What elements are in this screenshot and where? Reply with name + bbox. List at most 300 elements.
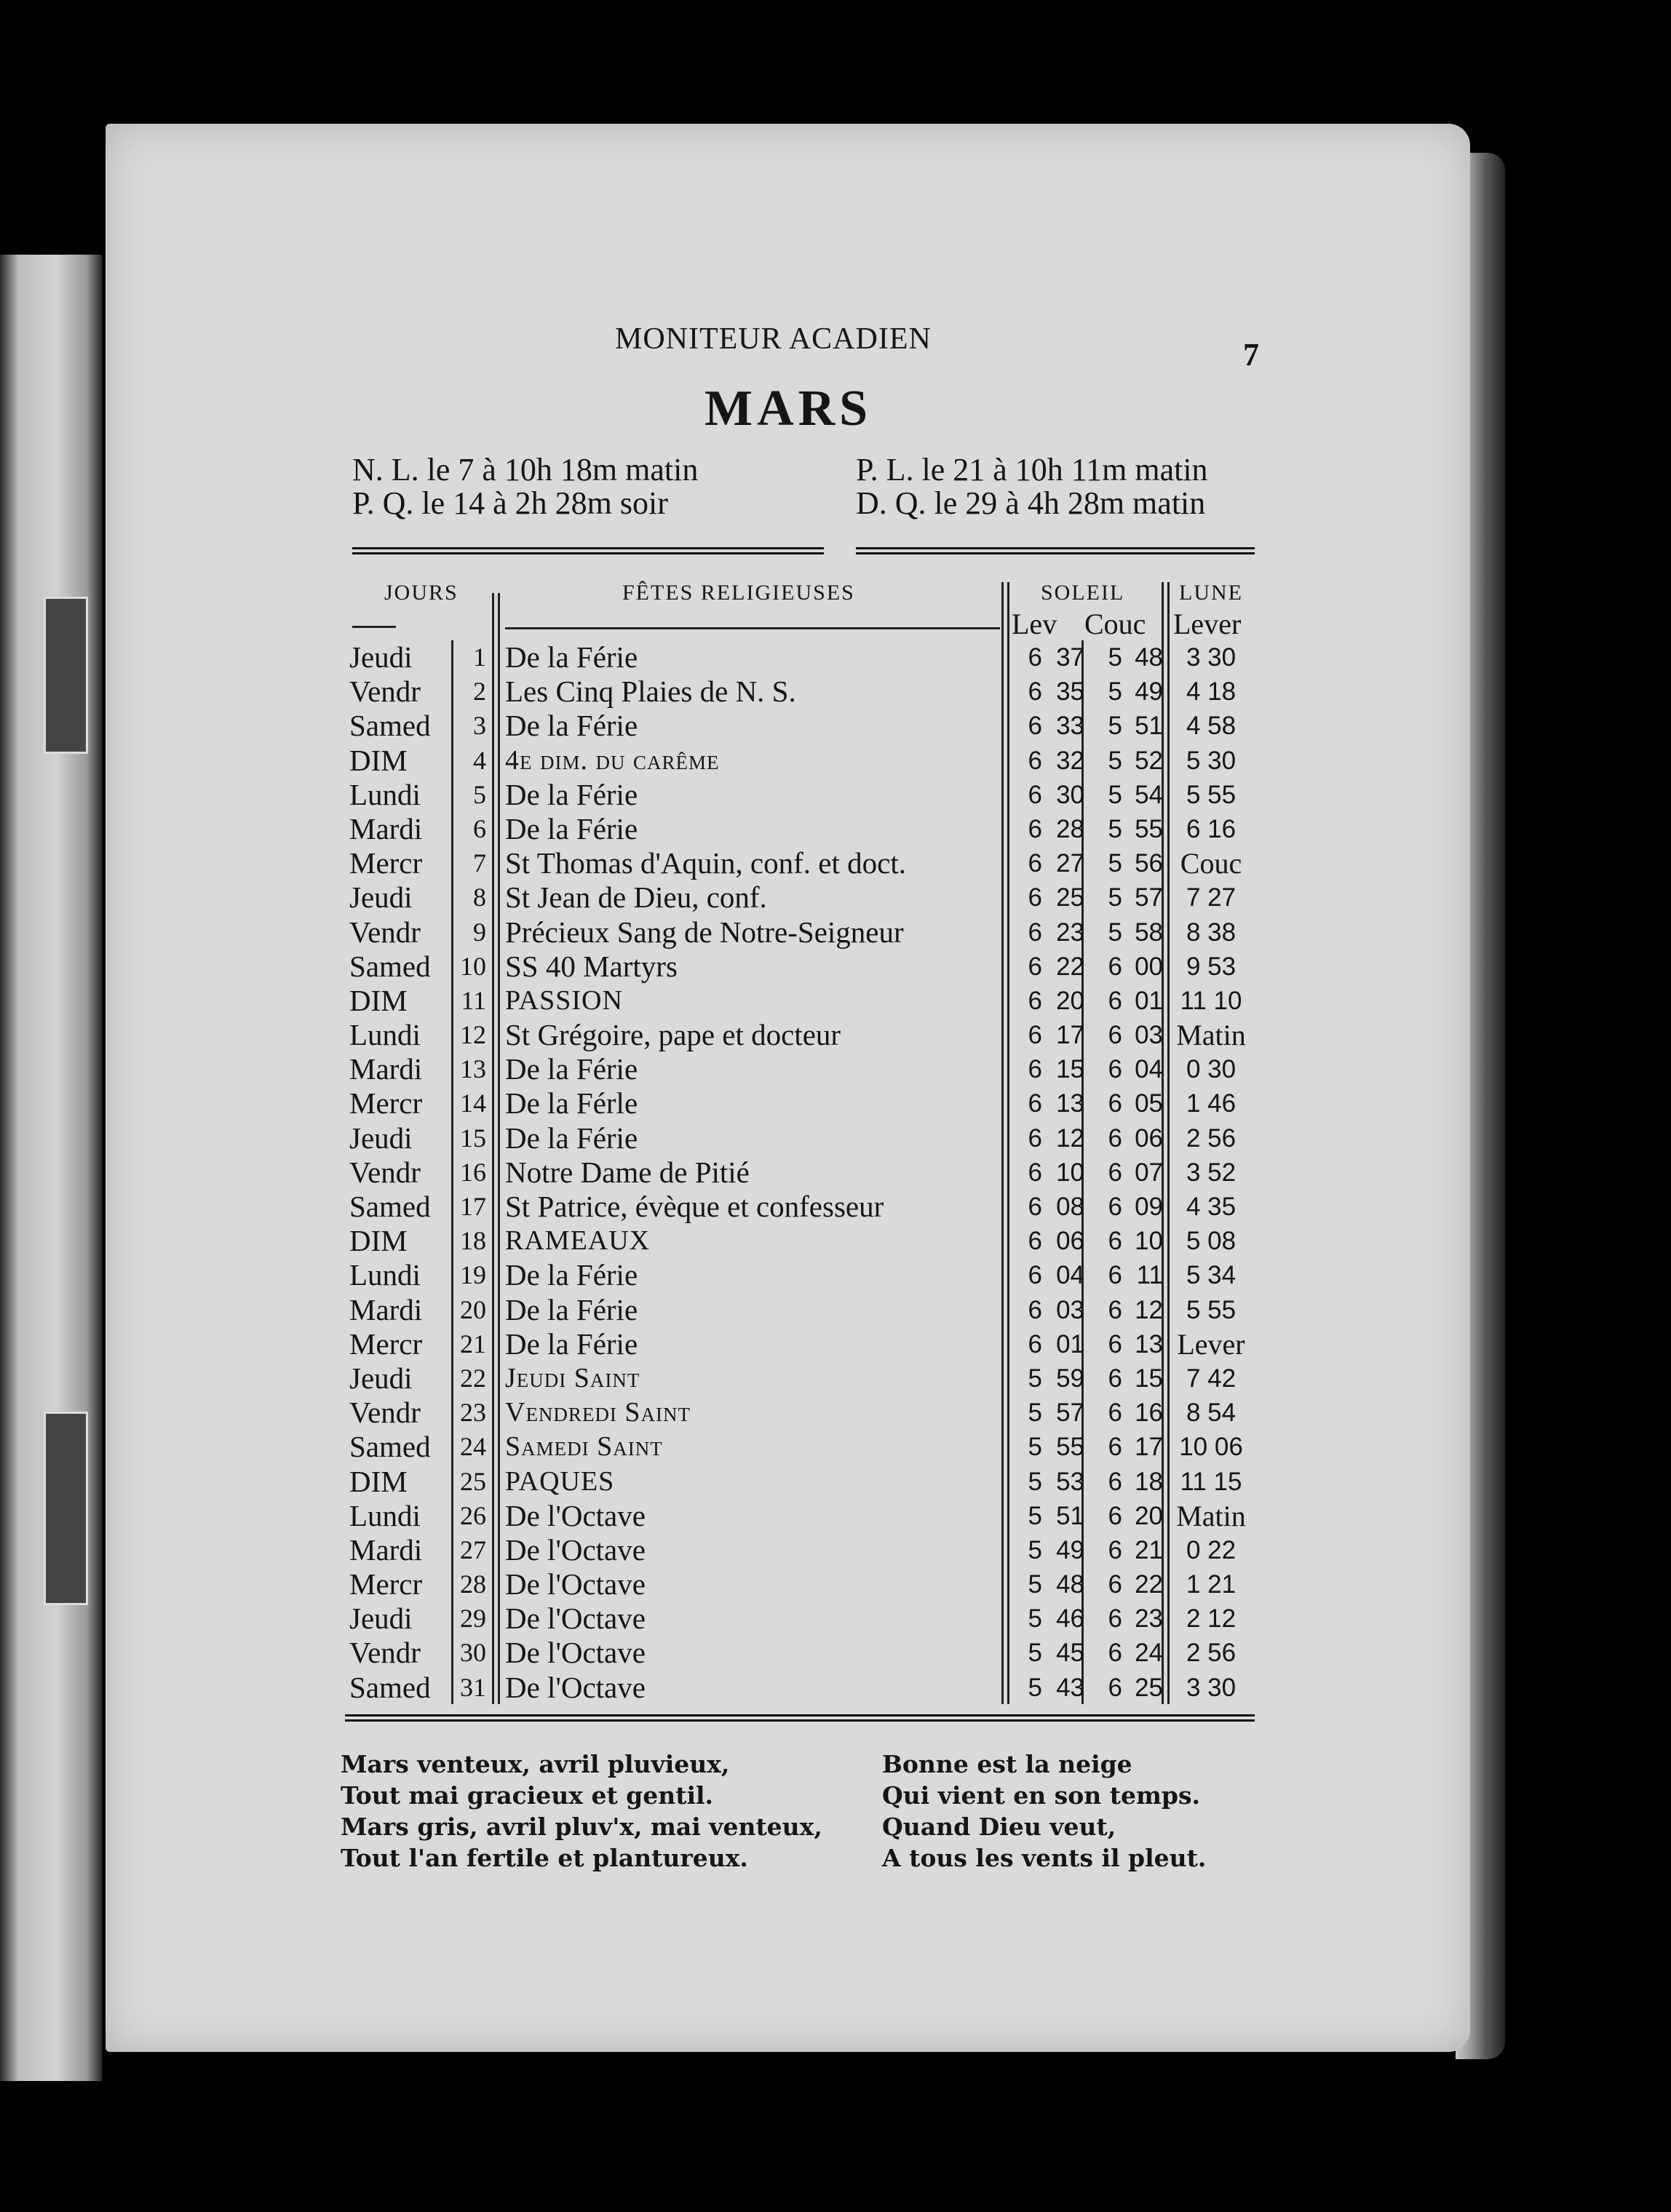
day-name: Mercr — [349, 1086, 423, 1121]
day-date: 21 — [460, 1329, 486, 1358]
feast-name: De l'Octave — [505, 1532, 646, 1567]
sunrise-hour: 5 — [1028, 1535, 1042, 1564]
feast-name: Les Cinq Plaies de N. S. — [505, 675, 796, 709]
sunset-hour: 6 — [1108, 1261, 1122, 1290]
feast-name: Jeudi Saint — [505, 1362, 640, 1393]
calendar-row — [0, 1293, 1671, 1327]
day-name: Mardi — [349, 1292, 423, 1326]
sunrise-hour: 6 — [1028, 883, 1042, 912]
sunset-minute: 06 — [1135, 1123, 1163, 1153]
moon-time: 5 55 — [1186, 780, 1237, 809]
feast-name: RAMEAUX — [505, 1225, 651, 1257]
sunset-hour: 6 — [1108, 1399, 1122, 1428]
sunset-minute: 18 — [1135, 1467, 1163, 1496]
moon-time: 3 52 — [1186, 1158, 1237, 1187]
sunset-minute: 20 — [1135, 1501, 1163, 1530]
moon-time: 2 56 — [1186, 1639, 1237, 1668]
day-date: 4 — [473, 745, 486, 775]
day-name: Jeudi — [349, 1121, 413, 1155]
feast-name: Vendredi Saint — [505, 1397, 691, 1428]
day-name: Mercr — [349, 846, 423, 880]
day-name: Samed — [349, 1670, 431, 1704]
moon-time: 5 55 — [1186, 1295, 1237, 1324]
sunset-minute: 57 — [1135, 883, 1163, 912]
sunrise-minute: 30 — [1056, 780, 1084, 809]
sunset-hour: 5 — [1108, 677, 1122, 707]
sunrise-hour: 6 — [1028, 1055, 1042, 1084]
sunrise-hour: 6 — [1028, 1021, 1042, 1050]
day-date: 15 — [460, 1123, 486, 1153]
sunset-hour: 6 — [1108, 1570, 1122, 1599]
calendar-row — [0, 1190, 1671, 1224]
sunrise-hour: 5 — [1028, 1673, 1042, 1702]
day-name: Samed — [349, 1430, 431, 1464]
sunrise-hour: 6 — [1028, 712, 1042, 741]
sunset-hour: 6 — [1108, 1295, 1122, 1324]
calendar-row — [0, 1361, 1671, 1396]
calendar-row — [0, 1258, 1671, 1292]
sunset-minute: 48 — [1135, 643, 1163, 672]
calendar-row — [0, 915, 1671, 950]
day-date: 18 — [460, 1226, 486, 1256]
sunrise-hour: 6 — [1028, 1089, 1042, 1118]
sunset-minute: 03 — [1135, 1021, 1163, 1050]
day-date: 19 — [460, 1260, 486, 1290]
header-jours: JOURS — [384, 581, 459, 605]
sunset-minute: 16 — [1135, 1399, 1163, 1428]
moon-time: 0 30 — [1186, 1055, 1237, 1084]
day-name: DIM — [349, 983, 408, 1017]
sunrise-minute: 06 — [1056, 1227, 1084, 1256]
proverb-line: Quand Dieu veut, — [882, 1813, 1116, 1841]
header-fetes: FÊTES RELIGIEUSES — [622, 581, 855, 605]
day-name: DIM — [349, 1224, 408, 1258]
sunrise-minute: 23 — [1056, 918, 1084, 947]
sunset-minute: 55 — [1135, 814, 1163, 843]
day-date: 17 — [460, 1192, 486, 1221]
day-date: 2 — [473, 677, 486, 707]
sunset-hour: 6 — [1108, 1467, 1122, 1496]
proverb-line: Tout l'an fertile et plantureux. — [341, 1844, 748, 1872]
sunrise-hour: 5 — [1028, 1501, 1042, 1530]
feast-name: De la Férie — [505, 709, 638, 743]
feast-name: 4e dim. du carême — [505, 744, 720, 776]
day-name: Jeudi — [349, 880, 413, 915]
header-soleil: SOLEIL — [1041, 581, 1125, 605]
sunrise-minute: 32 — [1056, 746, 1084, 775]
proverb-line: Mars venteux, avril pluvieux, — [341, 1750, 730, 1778]
calendar-rows — [0, 640, 1671, 1705]
sunset-minute: 10 — [1135, 1227, 1163, 1256]
day-date: 27 — [460, 1535, 486, 1564]
day-name: Mardi — [349, 1532, 423, 1567]
sunrise-hour: 5 — [1028, 1570, 1042, 1599]
calendar-row — [0, 744, 1671, 778]
feast-name: De l'Octave — [505, 1567, 646, 1602]
sunrise-minute: 27 — [1056, 849, 1084, 878]
sunrise-hour: 6 — [1028, 780, 1042, 809]
sunrise-minute: 28 — [1056, 814, 1084, 843]
feast-name: De l'Octave — [505, 1602, 646, 1636]
moon-time: 4 18 — [1186, 677, 1237, 707]
calendar-row — [0, 1430, 1671, 1464]
feast-name: De la Férle — [505, 1086, 638, 1121]
feast-name: St Grégoire, pape et docteur — [505, 1018, 841, 1052]
sunrise-minute: 15 — [1056, 1055, 1084, 1084]
day-date: 5 — [473, 779, 486, 809]
sunset-minute: 00 — [1135, 952, 1163, 981]
day-name: Mardi — [349, 1052, 423, 1086]
sunset-hour: 6 — [1108, 1021, 1122, 1050]
sunrise-minute: 08 — [1056, 1193, 1084, 1221]
header-lev: Lev — [1012, 608, 1057, 640]
day-name: Vendr — [349, 675, 421, 709]
feast-name: De la Férie — [505, 777, 638, 811]
full-moon-phase: P. L. le 21 à 10h 11m matin — [856, 452, 1208, 488]
sunset-hour: 6 — [1108, 1535, 1122, 1564]
day-date: 24 — [460, 1432, 486, 1462]
header-lever: Lever — [1173, 608, 1242, 640]
sunset-minute: 56 — [1135, 849, 1163, 878]
bottom-rule — [345, 1714, 1255, 1722]
sunset-minute: 11 — [1136, 1261, 1163, 1290]
feast-name: De l'Octave — [505, 1670, 646, 1704]
sunrise-hour: 6 — [1028, 677, 1042, 707]
sunrise-minute: 12 — [1056, 1123, 1084, 1153]
day-date: 20 — [460, 1294, 486, 1324]
day-name: DIM — [349, 1464, 408, 1498]
day-name: Lundi — [349, 777, 421, 811]
feast-name: De la Férie — [505, 1326, 638, 1361]
sunset-hour: 6 — [1108, 1364, 1122, 1393]
moon-time: 7 42 — [1186, 1364, 1237, 1393]
feast-name: De l'Octave — [505, 1636, 646, 1670]
moon-time: 6 16 — [1186, 814, 1237, 843]
sunrise-hour: 5 — [1028, 1604, 1042, 1634]
day-name: Vendr — [349, 1155, 421, 1189]
moon-time: Matin — [1176, 1019, 1246, 1052]
sunset-minute: 24 — [1135, 1639, 1163, 1668]
sunset-minute: 22 — [1135, 1570, 1163, 1599]
day-name: Samed — [349, 709, 431, 743]
moon-time: 5 30 — [1186, 746, 1237, 775]
sunrise-minute: 37 — [1056, 643, 1084, 672]
day-date: 31 — [460, 1672, 486, 1702]
feast-name: De la Férie — [505, 1121, 638, 1155]
proverb-line: Tout mai gracieux et gentil. — [341, 1781, 714, 1810]
day-date: 8 — [473, 883, 486, 912]
moon-time: Matin — [1176, 1499, 1246, 1532]
sunrise-minute: 01 — [1056, 1329, 1084, 1358]
day-name: Vendr — [349, 915, 421, 949]
proverb-right — [882, 1748, 1206, 1874]
calendar-row — [0, 1533, 1671, 1567]
calendar-row — [0, 1155, 1671, 1190]
day-name: Jeudi — [349, 640, 413, 674]
sunrise-minute: 59 — [1056, 1364, 1084, 1393]
calendar-row — [0, 1052, 1671, 1086]
sunset-minute: 49 — [1135, 677, 1163, 707]
day-name: Samed — [349, 1190, 431, 1223]
calendar-row — [0, 1018, 1671, 1052]
feast-name: De la Férie — [505, 1292, 638, 1326]
feast-name: De la Férie — [505, 1258, 638, 1292]
moon-time: 9 53 — [1186, 952, 1237, 981]
day-date: 6 — [473, 813, 486, 843]
header-couc: Couc — [1084, 608, 1146, 640]
publication-title: MONITEUR ACADIEN — [615, 322, 932, 356]
sunrise-minute: 55 — [1056, 1433, 1084, 1462]
moon-time: 1 46 — [1186, 1089, 1237, 1118]
sunrise-minute: 22 — [1056, 952, 1084, 981]
sunset-minute: 17 — [1135, 1433, 1163, 1462]
sunrise-hour: 5 — [1028, 1467, 1042, 1496]
day-date: 11 — [461, 985, 486, 1015]
moon-time: Lever — [1177, 1327, 1245, 1361]
sunrise-minute: 49 — [1056, 1535, 1084, 1564]
proverb-left — [341, 1748, 822, 1874]
calendar-row — [0, 846, 1671, 880]
sunrise-minute: 17 — [1056, 1021, 1084, 1050]
day-date: 14 — [460, 1089, 486, 1118]
sunrise-hour: 6 — [1028, 1227, 1042, 1256]
sunset-hour: 6 — [1108, 1089, 1122, 1118]
feast-name: Notre Dame de Pitié — [505, 1155, 750, 1189]
calendar-row — [0, 1224, 1671, 1258]
moon-time: 2 56 — [1186, 1123, 1237, 1153]
sunset-minute: 13 — [1135, 1329, 1163, 1358]
sunrise-hour: 6 — [1028, 918, 1042, 947]
sunrise-hour: 6 — [1028, 1261, 1042, 1290]
moon-time: 5 08 — [1186, 1227, 1237, 1256]
moon-time: 3 30 — [1186, 1673, 1237, 1702]
proverb-line: Mars gris, avril pluv'x, mai venteux, — [341, 1813, 822, 1841]
day-name: Mardi — [349, 811, 423, 846]
sunset-hour: 6 — [1108, 1501, 1122, 1530]
feast-name: St Jean de Dieu, conf. — [505, 880, 767, 915]
calendar-row — [0, 1396, 1671, 1430]
sunset-hour: 5 — [1108, 918, 1122, 947]
calendar-row — [0, 950, 1671, 984]
day-name: DIM — [349, 743, 408, 777]
sunset-hour: 6 — [1108, 952, 1122, 981]
sunset-hour: 5 — [1108, 746, 1122, 775]
moon-time: 3 30 — [1186, 643, 1237, 672]
calendar-row — [0, 778, 1671, 812]
calendar-row — [0, 1499, 1671, 1533]
sunrise-hour: 5 — [1028, 1433, 1042, 1462]
moon-time: 1 21 — [1186, 1570, 1237, 1599]
sunset-hour: 5 — [1108, 780, 1122, 809]
sunset-hour: 5 — [1108, 814, 1122, 843]
month-title: MARS — [704, 381, 873, 437]
feast-name: De la Férie — [505, 640, 638, 674]
sunrise-hour: 6 — [1028, 1329, 1042, 1358]
day-date: 3 — [473, 711, 486, 741]
calendar-row — [0, 640, 1671, 675]
sunset-minute: 51 — [1135, 712, 1163, 741]
feast-name: PAQUES — [505, 1465, 615, 1497]
day-date: 16 — [460, 1157, 486, 1187]
day-date: 10 — [460, 951, 486, 981]
day-name: Vendr — [349, 1396, 421, 1430]
sunset-minute: 58 — [1135, 918, 1163, 947]
sunrise-minute: 25 — [1056, 883, 1084, 912]
sunrise-minute: 53 — [1056, 1467, 1084, 1496]
feast-name: PASSION — [505, 984, 623, 1016]
last-quarter-phase: D. Q. le 29 à 4h 28m matin — [856, 485, 1206, 521]
sunrise-minute: 35 — [1056, 677, 1084, 707]
feast-name: St Thomas d'Aquin, conf. et doct. — [505, 846, 906, 880]
day-date: 12 — [460, 1020, 486, 1050]
sunset-minute: 04 — [1135, 1055, 1163, 1084]
feast-name: Précieux Sang de Notre-Seigneur — [505, 915, 904, 949]
sunrise-hour: 6 — [1028, 1295, 1042, 1324]
day-date: 7 — [473, 848, 486, 878]
header-dash — [352, 626, 396, 628]
top-rule-left — [352, 547, 824, 554]
moon-time: 4 58 — [1186, 712, 1237, 741]
sunset-hour: 6 — [1108, 1604, 1122, 1634]
moon-time: 2 12 — [1186, 1604, 1237, 1634]
day-date: 26 — [460, 1500, 486, 1530]
proverb-line: Qui vient en son temps. — [882, 1781, 1201, 1810]
day-name: Mercr — [349, 1326, 423, 1361]
day-date: 30 — [460, 1638, 486, 1668]
sunset-hour: 5 — [1108, 712, 1122, 741]
sunset-minute: 23 — [1135, 1604, 1163, 1634]
sunset-minute: 21 — [1135, 1535, 1163, 1564]
sunrise-hour: 6 — [1028, 746, 1042, 775]
sunrise-hour: 6 — [1028, 1123, 1042, 1153]
sunset-hour: 5 — [1108, 643, 1122, 672]
sunset-minute: 12 — [1135, 1295, 1163, 1324]
sunrise-hour: 5 — [1028, 1364, 1042, 1393]
feast-name: De la Férie — [505, 811, 638, 846]
sunset-hour: 5 — [1108, 883, 1122, 912]
moon-time: 0 22 — [1186, 1535, 1237, 1564]
calendar-row — [0, 1327, 1671, 1361]
sunrise-minute: 57 — [1056, 1399, 1084, 1428]
sunrise-hour: 6 — [1028, 986, 1042, 1015]
day-date: 13 — [460, 1054, 486, 1084]
sunrise-minute: 20 — [1056, 986, 1084, 1015]
sunset-minute: 01 — [1135, 986, 1163, 1015]
moon-time: 5 34 — [1186, 1261, 1237, 1290]
sunset-hour: 6 — [1108, 1123, 1122, 1153]
day-date: 28 — [460, 1570, 486, 1599]
calendar-row — [0, 880, 1671, 915]
calendar-row — [0, 675, 1671, 709]
sunset-hour: 6 — [1108, 1158, 1122, 1187]
moon-time: 8 38 — [1186, 918, 1237, 947]
sunrise-minute: 33 — [1056, 712, 1084, 741]
day-name: Samed — [349, 949, 431, 983]
calendar-row — [0, 1465, 1671, 1499]
sunrise-hour: 5 — [1028, 1639, 1042, 1668]
calendar-row — [0, 1671, 1671, 1705]
sunset-minute: 25 — [1135, 1673, 1163, 1702]
top-rule-right — [856, 547, 1255, 554]
page-number: 7 — [1243, 337, 1259, 373]
proverb-line: Bonne est la neige — [882, 1750, 1132, 1778]
sunrise-hour: 6 — [1028, 952, 1042, 981]
sunrise-hour: 6 — [1028, 849, 1042, 878]
day-date: 1 — [473, 642, 486, 672]
sunrise-minute: 51 — [1056, 1501, 1084, 1530]
sunrise-minute: 04 — [1056, 1261, 1084, 1290]
day-name: Jeudi — [349, 1361, 413, 1395]
sunrise-hour: 6 — [1028, 814, 1042, 843]
calendar-row — [0, 1636, 1671, 1670]
moon-time: Couc — [1180, 847, 1242, 880]
calendar-row — [0, 1086, 1671, 1121]
sunrise-minute: 43 — [1056, 1673, 1084, 1702]
day-date: 22 — [460, 1363, 486, 1393]
sunset-hour: 6 — [1108, 1055, 1122, 1084]
sunrise-hour: 6 — [1028, 1158, 1042, 1187]
sunset-minute: 52 — [1135, 746, 1163, 775]
day-name: Jeudi — [349, 1602, 413, 1636]
sunrise-minute: 10 — [1056, 1158, 1084, 1187]
sunrise-minute: 13 — [1056, 1089, 1084, 1118]
sunset-hour: 6 — [1108, 1673, 1122, 1702]
feast-name: De la Férie — [505, 1052, 638, 1086]
sunset-minute: 54 — [1135, 780, 1163, 809]
moon-time: 11 10 — [1180, 986, 1242, 1015]
day-date: 9 — [473, 917, 486, 947]
moon-time: 4 35 — [1186, 1193, 1237, 1221]
sunset-hour: 6 — [1108, 1227, 1122, 1256]
sunrise-minute: 45 — [1056, 1639, 1084, 1668]
sunset-minute: 15 — [1135, 1364, 1163, 1393]
sunset-hour: 6 — [1108, 1193, 1122, 1221]
day-name: Lundi — [349, 1498, 421, 1532]
sunrise-minute: 46 — [1056, 1604, 1084, 1634]
new-moon-phase: N. L. le 7 à 10h 18m matin — [352, 452, 699, 488]
calendar-row — [0, 1567, 1671, 1602]
sunset-minute: 05 — [1135, 1089, 1163, 1118]
day-name: Lundi — [349, 1018, 421, 1052]
header-lune: LUNE — [1179, 581, 1243, 605]
proverb-line: A tous les vents il pleut. — [882, 1844, 1207, 1872]
day-name: Lundi — [349, 1258, 421, 1292]
feast-name: SS 40 Martyrs — [505, 949, 678, 983]
sunset-hour: 5 — [1108, 849, 1122, 878]
feast-name: De l'Octave — [505, 1498, 646, 1532]
sunset-hour: 6 — [1108, 986, 1122, 1015]
moon-time: 7 27 — [1186, 883, 1237, 912]
sunset-hour: 6 — [1108, 1639, 1122, 1668]
day-date: 29 — [460, 1604, 486, 1634]
moon-time: 10 06 — [1179, 1433, 1243, 1462]
day-date: 23 — [460, 1398, 486, 1428]
sunrise-hour: 6 — [1028, 1193, 1042, 1221]
sunset-minute: 07 — [1135, 1158, 1163, 1187]
sunrise-hour: 5 — [1028, 1399, 1042, 1428]
day-name: Mercr — [349, 1567, 423, 1602]
feast-name: Samedi Saint — [505, 1431, 663, 1463]
header-underline — [505, 627, 1000, 629]
feast-name: St Patrice, évèque et confesseur — [505, 1190, 884, 1223]
day-name: Vendr — [349, 1636, 421, 1670]
sunset-minute: 09 — [1135, 1193, 1163, 1221]
day-date: 25 — [460, 1466, 486, 1496]
sunrise-hour: 6 — [1028, 643, 1042, 672]
first-quarter-phase: P. Q. le 14 à 2h 28m soir — [352, 485, 668, 521]
moon-time: 11 15 — [1180, 1467, 1242, 1496]
sunset-hour: 6 — [1108, 1433, 1122, 1462]
